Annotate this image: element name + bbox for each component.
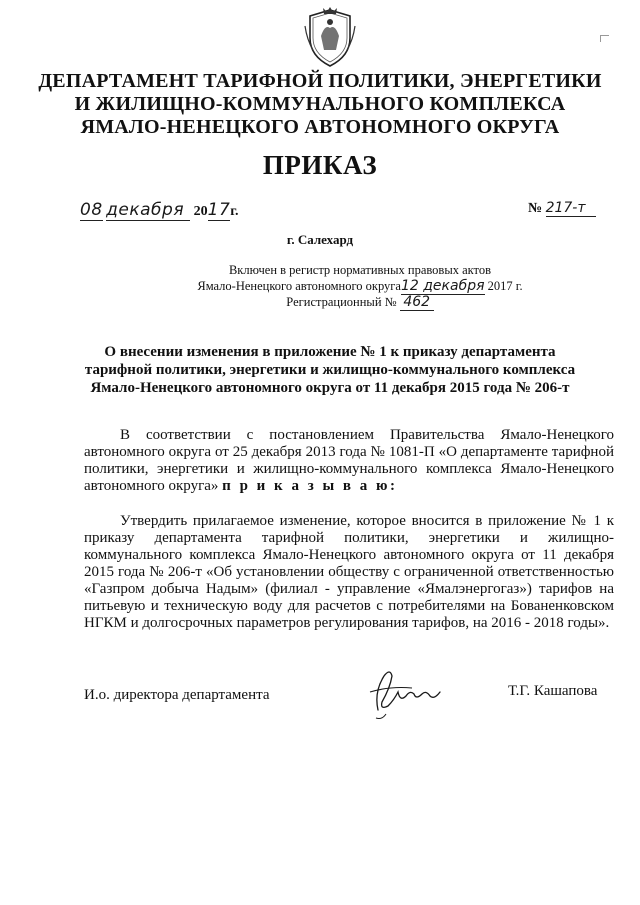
- date-year-end: г.: [230, 204, 239, 219]
- coat-of-arms-emblem: [303, 6, 357, 70]
- number-value: 217-т: [546, 200, 596, 217]
- order-subject-title: [84, 343, 576, 397]
- registry-line2: [160, 278, 560, 295]
- signatory-position: И.о. директора департамента: [84, 687, 270, 703]
- registry-date: 12 декабря: [400, 278, 485, 294]
- date-month: декабря: [106, 200, 190, 221]
- date-day: 08: [80, 200, 103, 220]
- corner-mark: [600, 35, 609, 42]
- number-label: №: [528, 201, 543, 216]
- document-type-title: ПРИКАЗ: [262, 150, 378, 180]
- registry-number: 462: [400, 294, 434, 311]
- department-name-line2: И ЖИЛИЩНО-КОММУНАЛЬНОГО КОМПЛЕКСА: [74, 93, 566, 115]
- handwritten-signature: [360, 662, 470, 722]
- order-clause-text: Утвердить прилагаемое изменение, которое вносится в приложение № 1 к приказу департамента тарифной политики, энергетики и жилищно-коммунального комплекса Ямало-Ненецкого автономного округа от 11 декабря 2015 года № 206-т «Об установлении обществу с ограниченной ответственностью «Газпром добыча Надым» (филиал - управление «Ямалэнергогаз») тарифов на питьевую и техническую воду для расчетов с потребителями на Бованенковском НГКМ и долгосрочных параметров регулирования тарифов, на 2016 - 2018 годы».: [84, 513, 614, 631]
- title-line1: О внесении изменения в приложение № 1 к приказу департамента: [104, 344, 556, 360]
- order-date: [80, 200, 239, 221]
- preamble-text: В соответствии с постановлением Правительства Ямало-Ненецкого автономного округа от 25 декабря 2013 года № 1081-П «О департаменте тарифной политики, энергетики и жилищно-коммунального комплекса Ямало-Ненецкого автономного округа»: [84, 427, 614, 494]
- signatory-name: Т.Г. Кашапова: [508, 683, 598, 699]
- order-clause-paragraph: [84, 513, 614, 632]
- date-year-suffix: 17: [207, 200, 231, 220]
- title-line2: тарифной политики, энергетики и жилищно-коммунального комплекса: [84, 362, 576, 378]
- registry-line2-suffix: 2017 г.: [487, 279, 523, 293]
- department-name-line1: ДЕПАРТАМЕНТ ТАРИФНОЙ ПОЛИТИКИ, ЭНЕРГЕТИКИ: [38, 70, 602, 92]
- preamble-paragraph: [84, 427, 614, 495]
- title-line3: Ямало-Ненецкого автономного округа от 11 декабря 2015 года № 206-т: [90, 380, 570, 396]
- city: г. Салехард: [286, 232, 354, 247]
- registry-line3-prefix: Регистрационный №: [286, 295, 397, 309]
- order-verb: п р и к а з ы в а ю:: [222, 478, 398, 494]
- order-number: [528, 200, 596, 217]
- registry-line3: [160, 294, 560, 311]
- registry-line2-prefix: Ямало-Ненецкого автономного округа: [197, 279, 401, 293]
- registry-line1: Включен в регистр нормативных правовых актов: [228, 263, 492, 277]
- department-name-line3: ЯМАЛО-НЕНЕЦКОГО АВТОНОМНОГО ОКРУГА: [80, 116, 560, 138]
- date-year-prefix: 20: [193, 204, 208, 219]
